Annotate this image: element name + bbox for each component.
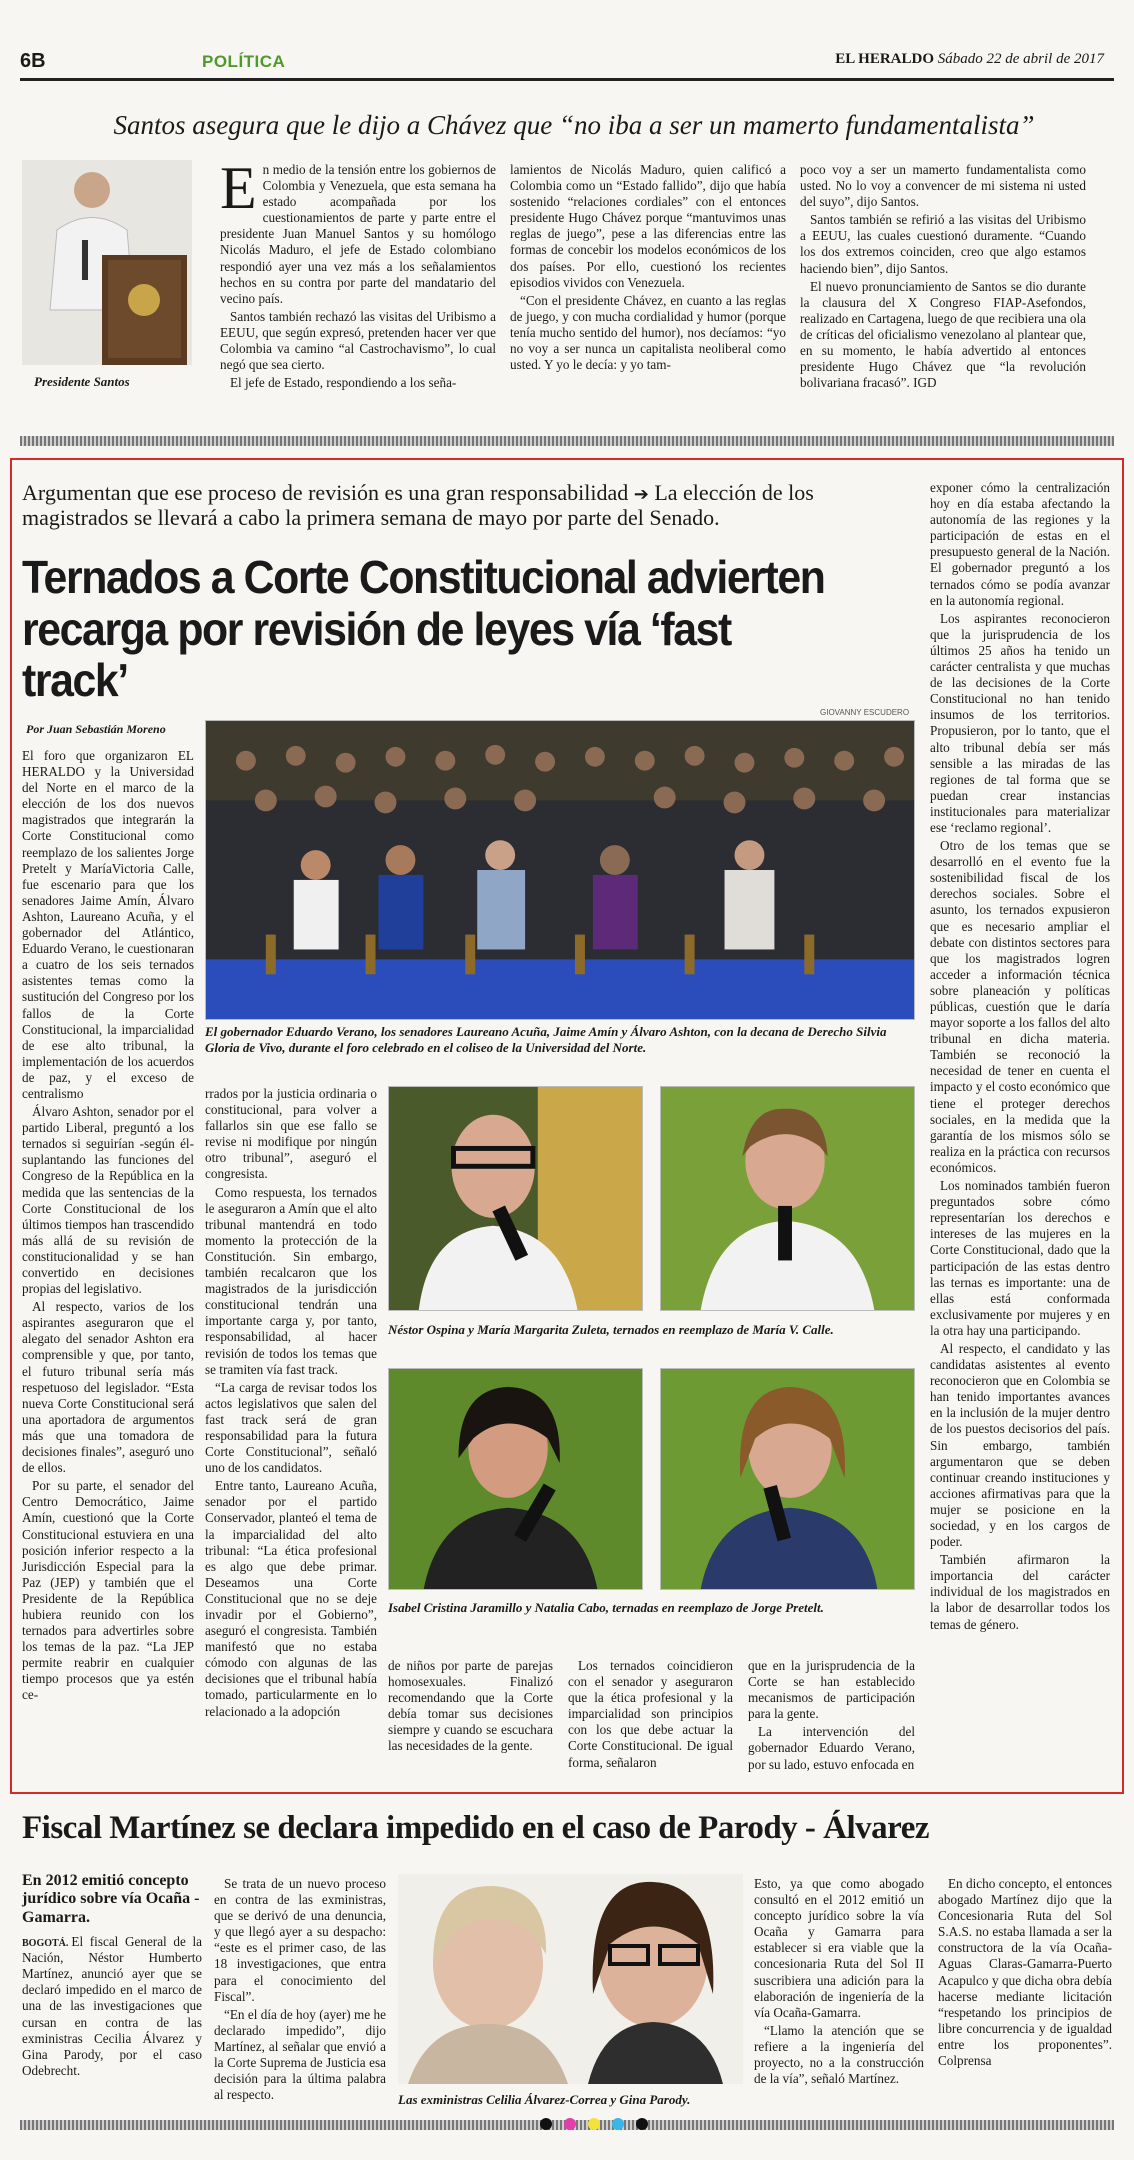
registration-dot-icon [564,2118,576,2130]
bottom-col1-p: de niños por parte de parejas homosexuales. Finalizó recomendando que la Corte debía tomar sus decisiones siempre y cuando se escuchara las necesidades de la gente. [388,1658,553,1754]
left-p3: Al respecto, varios de los aspirantes aseguraron que el alegato del senador Ashton era comprensible y que, por tanto, el futuro tribunal sería más respetuoso del legislador. “Esta nueva Corte Constitucional será una aportadora de argumentos más que una tomadora de decisiones finales”, aseguró uno de ellos. [22,1299,194,1476]
right-p5: Al respecto, el candidato y las candidatas asistentes al evento reconocieron que en Colombia se han tenido importantes avances en la inclusión de la mujer dentro de los puestos decisorios del país. Sin embargo, también argumentaron que se deben continuar creando instituciones y acciones afirmativas para que la mujer se posicione en la sociedad, y en los cargos de poder. [930,1340,1110,1550]
bottom-col3-p2: La intervención del gobernador Eduardo Verano, por su lado, estuvo enfocada en [748,1724,915,1772]
bottom-col1-p [22,1934,202,2079]
forum-photo [205,720,915,1020]
mid-p2: Como respuesta, los ternados le aseguraron a Amín que el alto tribunal mantendrá en todo momento la protección de la Constitución. Sin embargo, también recalcaron que los magistrados de la jurisdicción constitucional tendrán una importante carga y, por tanto, responsabilidad, al hacer revisión de todos los temas que se tramiten vía fast track. [205,1184,377,1377]
exministras-caption: Las exministras Celilia Álvarez-Correa y Gina Parody. [398,2092,691,2107]
right-p4: Los nominados también fueron preguntados sobre cómo representarían los derechos e intereses de las mujeres en la Corte Constitucional, dado que la participación de las estas dentro las ternas es importante: una de ellas está conformada exclusivamente por mujeres y en la otra hay una participando. [930,1178,1110,1338]
bottom-story-col1 [22,1934,202,2081]
issue-date: Sábado 22 de abril de 2017 [937,51,1104,67]
color-registration-marks [540,2118,940,2132]
santos-photo [22,160,192,365]
paper-name: EL HERALDO [835,51,934,67]
top-story-col1 [220,155,496,393]
isabel-jaramillo-photo [388,1368,643,1590]
bottom-subhead: En 2012 emitió concepto jurídico sobre vía Ocaña - Gamarra. [22,1872,200,1926]
right-p1: exponer cómo la centralización hoy en día estaba afectando la autonomía de las regiones y la participación de estas en el presupuesto general de la Nación. El gobernador preguntó a los ternados cómo se podía avanzar en la autonomía regional. [930,480,1110,608]
main-bottom-col2 [568,1658,733,1773]
mid-p4: Entre tanto, Laureano Acuña, senador por el partido Conservador, planteó el tema de la imparcialidad del alto tribunal: “La ética profesional es algo que debe primar. Deseamos una Corte Constitucional que no se deje invadir por el Gobierno”, aseguró el congresista. También manifestó que no estaba cómodo con algunas de las decisiones que el tribunal había tomado, particularmente en lo relacionado a la adopción [205,1478,377,1719]
main-left-col [22,748,194,1706]
top-col1-p1: n medio de la tensión entre los gobiernos de Colombia y Venezuela, que esta semana ha estado acompañada por los cuestionamientos de parte y parte entre el presidente Juan Manuel Santos y su homólogo Nicolás Maduro, el jefe de Estado colombiano respondió ayer una vez más a los señalamientos hechos en su contra por parte del mandatario del vecino país. [220,162,496,306]
bottom-col1-text: El fiscal General de la Nación, Néstor Humberto Martínez, anunció ayer que se declaró impedido en el marco de una de las investigaciones que cursan en contra de las exministras Cecilia Álvarez y Gina Parody, por el caso Odebrecht. [22,1934,202,2078]
main-bottom-col3 [748,1658,915,1775]
top-story-col3 [800,162,1086,393]
drop-cap: E [220,155,257,221]
main-kicker [22,480,892,531]
registration-dot-icon [540,2118,552,2130]
top-col3-p3: El nuevo pronunciamiento de Santos se dio durante la clausura del X Congreso FIAP-Asefondos, realizado en Cartagena, luego de que recibiera una ola de críticas del oficialismo venezolano al plantear que, en su momento, le había advertido al entonces presidente Hugo Chávez que “la revolución bolivariana fracasó”. IGD [800,278,1086,391]
bottom-col2-p1: Se trata de un nuevo proceso en contra de las exministras, que se derivó de una denuncia, y que llegó ayer a su despacho: “este es el primer caso, de las 18 investigaciones, que entra para el conocimiento del Fiscal”. [214,1876,386,2004]
bottom-col2-p2: “En el día de hoy (ayer) me he declarado impedido”, dijo Martínez, al señalar que envió a la Corte Suprema de Justicia esa decisión para la última palabra al respecto. [214,2006,386,2103]
forum-photo-caption: El gobernador Eduardo Verano, los senadores Laureano Acuña, Jaime Amín y Álvaro Ashton, con la decana de Derecho Silvia Gloria de Vivo, durante el foro celebrado en el coliseo de la Universidad del Norte. [205,1024,887,1055]
main-byline: Por Juan Sebastián Moreno [26,722,166,736]
right-p6: También afirmaron la importancia del carácter individual de los magistrados en la labor de desarrollar todos los temas de género. [930,1552,1110,1632]
photo-credit: GIOVANNY ESCUDERO [820,708,910,717]
bottom-story-col4 [938,1876,1112,2071]
top-col2-p1: lamientos de Nicolás Maduro, quien calificó a Colombia como un “Estado fallido”, dijo que había sostenido “relaciones cordiales” con el entonces presidente Hugo Chávez porque “mantuvimos unas reglas de juego”, pese a las diferencias entre las formas de concebir los modelos económicos de los dos países. Por ello, cuestionó los recientes episodios vividos con Venezuela. [510,162,786,290]
main-bottom-col1 [388,1658,553,1757]
bottom-col3-p1: Esto, ya que como abogado consultó en el 2012 emitió un concepto jurídico sobre la vía Ocaña y Gamarra para establecer si era viable que la concesionaria Ruta del Sol II suscribiera una adición para la elaboración de ingeniería de la vía Ocaña-Gamarra. [754,1876,924,2020]
right-p2: Los aspirantes reconocieron que la jurisprudencia de los últimos 25 años ha tenido un carácter centralista y que muchas de las decisiones de la Corte Constitucional no han tenido insumos de los territorios. Propusieron, por lo tanto, que el alto tribunal debía ser más sensible a las miradas de las regiones de tal forma que se puedan crear instancias institucionales para materializar ese ‘reclamo regional’. [930,610,1110,835]
bottom-col3-p2: “Llamo la atención que se refiere a la ingeniería del proyecto, no a la construcción de la vía”, señaló Martínez. [754,2022,924,2087]
arrow-icon: ➔ [633,484,649,504]
bottom-story-headline: Fiscal Martínez se declara impedido en el caso de Parody - Álvarez [22,1810,930,1846]
header-rule [20,78,1114,81]
left-p4: Por su parte, el senador del Centro Democrático, Jaime Amín, cuestionó que la Corte Constitucional estuviera en una posición inferior respecto a la Jurisdicción Especial para la Paz (JEP) y también que el Presidente de la República hubiera reunido con los ternados para advertirles sobre los temas de la paz. “La JEP permite reabrir en cualquier tiempo procesos que ya estén ce- [22,1478,194,1703]
dateline: BOGOTÁ. [22,1938,69,1949]
kicker-part-a: Argumentan que ese proceso de revisión es una gran responsabilidad [22,480,629,505]
top-col1-p3: El jefe de Estado, respondiendo a los seña- [230,375,457,391]
left-p1: El foro que organizaron EL HERALDO y la Universidad del Norte en el marco de la elección de los dos nuevos magistrados que integrarán la Corte Constitucional como reemplazo de los salientes Jorge Pretelt y MaríaVictoria Calle, fue escenario para que los senadores Jaime Amín, Álvaro Ashton, Laureano Acuña, y el gobernador del Atlántico, Eduardo Verano, le cuestionaran a cuatro de los seis ternados asistentes temas como la sustitución del Congreso por los fallos de la Corte Constitucional, la imparcialidad de ese alto tribunal, la implementación de los acuerdos de paz, y el exceso de centralismo [22,748,194,1101]
top-col1-p2: Santos también rechazó las visitas del Uribismo a EEUU, que según expresó, pretenden hacer ver que Colombia va camino “al Castrochavismo”, lo cual negó que sea cierto. [220,308,496,373]
mid-p1: rrados por la justicia ordinaria o constitucional, para volver a fallarlos sin que ese fallo se revise ni modifique por ningún otro tribunal”, aseguró el congresista. [205,1086,377,1182]
registration-dot-icon [588,2118,600,2130]
top-story-col2 [510,162,786,375]
right-p3: Otro de los temas que se desarrolló en el evento fue la sostenibilidad fiscal de los derechos sociales. Sobre el asunto, los ternados expusieron que es necesario ampliar el debate con distintos sectores para que los magistrados logren acceder a información técnica sobre planeación y políticas públicas, cuestión que le daría mayor soporte a los fallos del alto tribunal en dicha materia. También se reconoció la necesidad de tener en cuenta el impacto y el costo económico que tiene el proteger derechos sociales, en la medida que la garantía de los mismos sólo se realiza en la práctica con recursos económicos. [930,838,1110,1175]
bottom-col2-p: Los ternados coincidieron con el senador y aseguraron que la ética profesional y la imparcialidad son principios con los que debe actuar la Corte Constitucional. De igual forma, señalaron [568,1658,733,1770]
natalia-cabo-photo [660,1368,915,1590]
bottom-col4-p1: En dicho concepto, el entonces abogado Martínez dijo que la Concesionaria Ruta del Sol S.A.S. no estaba llamada a ser la constructora de la vía Ocaña-Aguas Claras-Gamarra-Puerto Acapulco y que dicha obra debía hacerse mediante licitación “respetando los principios de libre concurrencia y de igualdad entre los proponentes”. Colprensa [938,1876,1112,2069]
left-p2: Álvaro Ashton, senador por el partido Liberal, preguntó a los ternados si seguirían -según él- suplantando las funciones del Congreso de la República en la medida que las sentencias de la Corte Constitucional de los últimos tiempos han trascendido más allá de su revisión de constitucionalidad y se han convertido en decisiones propias del legislativo. [22,1104,194,1297]
ternados-pretelt-caption: Isabel Cristina Jaramillo y Natalia Cabo, ternadas en reemplazo de Jorge Pretelt. [388,1600,824,1615]
top-story-headline: Santos asegura que le dijo a Chávez que “no iba a ser un mamerto fundamentalista” [113,110,1035,140]
bottom-story-col2 [214,1876,386,2105]
main-right-col [930,480,1110,1635]
exministras-photo [398,1874,743,2084]
mid-p3: “La carga de revisar todos los actos legislativos que salen del fast track será de gran responsabilidad para la futura Corte Constitucional”, señaló uno de los candidatos. [205,1379,377,1476]
bottom-story-col3 [754,1876,924,2089]
nestor-ospina-photo [388,1086,643,1311]
bottom-col3-p1: que en la jurisprudencia de la Corte se han establecido mecanismos de participación para la gente. [748,1658,915,1722]
section-label: POLÍTICA [202,52,286,71]
main-headline: Ternados a Corte Constitucional advierten recarga por revisión de leyes vía ‘fast track’ [22,551,825,707]
santos-photo-caption: Presidente Santos [34,374,130,389]
masthead-paper [835,51,1104,68]
kicker-part-b: La elección de los magistrados se llevará a cabo la primera semana de mayo por parte del Senado. [22,480,814,531]
registration-dot-icon [636,2118,648,2130]
page-number: 6B [20,50,46,72]
top-col3-p1: poco voy a ser un mamerto fundamentalista como usted. No lo voy a convencer de mi sistema ni usted del suyo”, dijo Santos. [800,162,1086,210]
divider-stripe-top [20,436,1114,446]
maria-zuleta-photo [660,1086,915,1311]
ternados-calle-caption: Néstor Ospina y María Margarita Zuleta, ternados en reemplazo de María V. Calle. [388,1322,834,1337]
registration-dot-icon [612,2118,624,2130]
top-col2-p2: “Con el presidente Chávez, en cuanto a las reglas de juego, y con mucha cordialidad y humor (porque tenía mucho sentido del humor), nos decíamos: “yo no voy a ser nunca un capitalista neoliberal como usted. Y yo le decía: y yo tam- [510,292,786,373]
main-mid-col [205,1086,377,1722]
top-col3-p2: Santos también se refirió a las visitas del Uribismo a EEUU, las cuales cuestionó duramente. “Cuando los dos extremos coinciden, creo que algo estamos haciendo bien”, dijo Santos. [800,212,1086,276]
